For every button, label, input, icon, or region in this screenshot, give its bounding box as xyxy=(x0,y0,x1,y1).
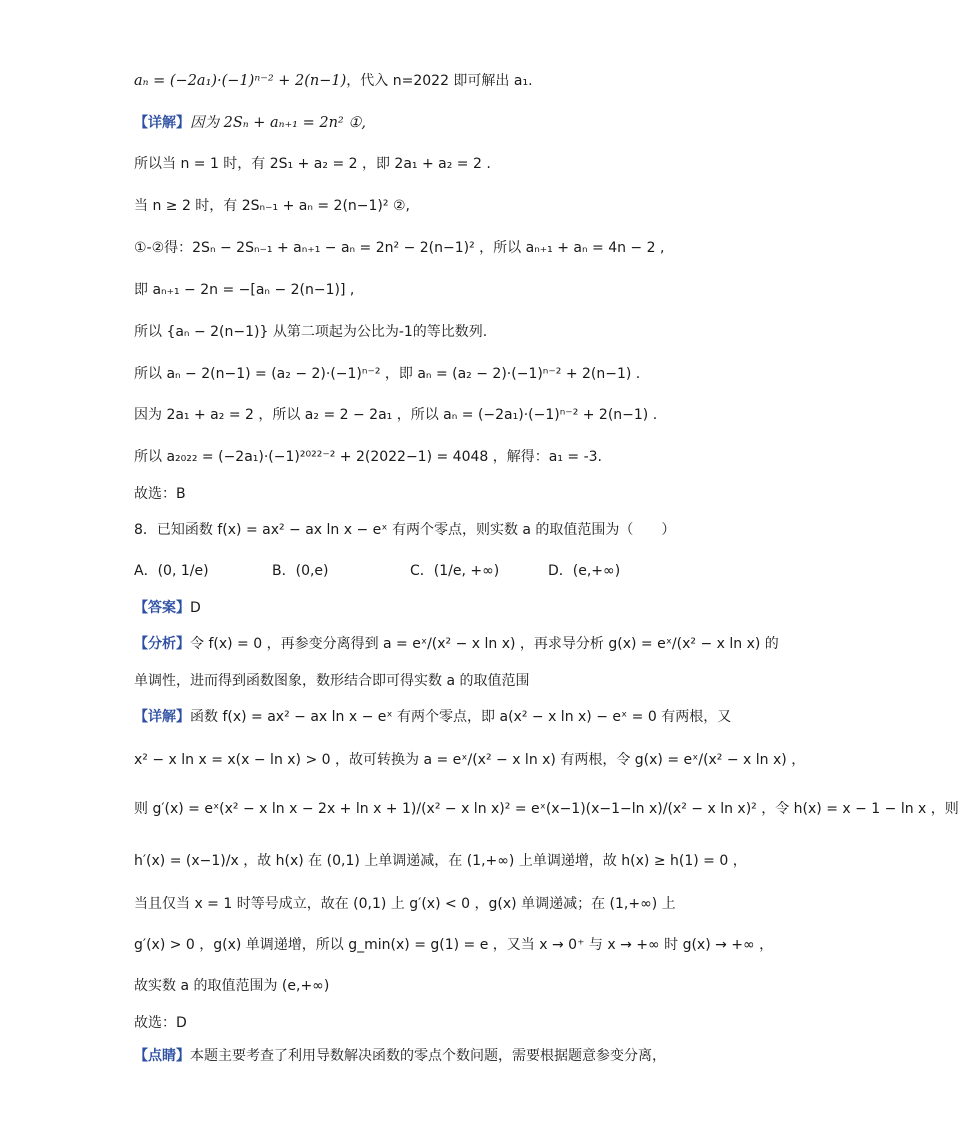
detail-line-3: 则 g′(x) = eˣ(x² − x ln x − 2x + ln x + 1)/(x² − x ln x)² = eˣ(x−1)(x−1−ln x)/(x² − x ln x)² ，令 h(x) = x − 1 − ln x ，则 xyxy=(134,801,959,817)
text-line-7: 所以 {aₙ − 2(n−1)} 从第二项起为公比为-1的等比数列. xyxy=(134,324,488,340)
text-line-9: 因为 2a₁ + a₂ = 2 ，所以 a₂ = 2 − 2a₁ ，所以 aₙ = (−2a₁)·(−1)ⁿ⁻² + 2(n−1) . xyxy=(134,407,658,423)
answer-line xyxy=(134,598,201,618)
text-line-3: 所以当 n = 1 时，有 2S₁ + a₂ = 2 ，即 2a₁ + a₂ = 2 . xyxy=(134,156,491,172)
comment-tag: 【点睛】 xyxy=(134,1048,190,1064)
detail-line-2: x² − x ln x = x(x − ln x) > 0 ，故可转换为 a = eˣ/(x² − x ln x) 有两根，令 g(x) = eˣ/(x² − x ln x) ， xyxy=(134,752,806,768)
text-line-1 xyxy=(134,71,533,91)
text-line-2 xyxy=(134,113,366,133)
answer-value: D xyxy=(190,600,201,616)
detail-text: 函数 f(x) = ax² − ax ln x − eˣ 有两个零点，即 a(x² − x ln x) − eˣ = 0 有两根，又 xyxy=(190,709,732,725)
options-row xyxy=(134,561,686,581)
text-line-5: ①-②得：2Sₙ − 2Sₙ₋₁ + aₙ₊₁ − aₙ = 2n² − 2(n−1)² ，所以 aₙ₊₁ + aₙ = 4n − 2 , xyxy=(134,240,665,256)
detail-line-1 xyxy=(134,707,731,727)
comment-line xyxy=(134,1046,666,1066)
answer-choice-8: 故选：D xyxy=(134,1015,187,1031)
formula-an: aₙ = (−2a₁)·(−1)ⁿ⁻² + 2(n−1) xyxy=(134,73,347,89)
analysis-tag: 【分析】 xyxy=(134,636,190,652)
text-substitute: ，代入 n=2022 即可解出 a₁. xyxy=(346,73,533,89)
analysis-text: 令 f(x) = 0 ，再参变分离得到 a = eˣ/(x² − x ln x) ，再求导分析 g(x) = eˣ/(x² − x ln x) 的 xyxy=(190,636,779,652)
detail-tag: 【详解】 xyxy=(134,115,190,131)
option-a: A．(0, 1/e) xyxy=(134,563,209,579)
text-line-10: 所以 a₂₀₂₂ = (−2a₁)·(−1)²⁰²²⁻² + 2(2022−1) = 4048 ，解得：a₁ = -3. xyxy=(134,449,602,465)
answer-choice-7: 故选：B xyxy=(134,486,186,502)
answer-tag: 【答案】 xyxy=(134,600,190,616)
detail-line-6: g′(x) > 0 ，g(x) 单调递增，所以 g_min(x) = g(1) = e ，又当 x → 0⁺ 与 x → +∞ 时 g(x) → +∞ ， xyxy=(134,937,774,953)
option-c: C．(1/e, +∞) xyxy=(410,563,500,579)
text-line-8: 所以 aₙ − 2(n−1) = (a₂ − 2)·(−1)ⁿ⁻² ，即 aₙ = (a₂ − 2)·(−1)ⁿ⁻² + 2(n−1) . xyxy=(134,366,641,382)
analysis-line-1 xyxy=(134,634,779,654)
analysis-line-2: 单调性，进而得到函数图象，数形结合即可得实数 a 的取值范围 xyxy=(134,673,530,689)
detail-line-5: 当且仅当 x = 1 时等号成立，故在 (0,1) 上 g′(x) < 0 ，g(x) 单调递减；在 (1,+∞) 上 xyxy=(134,896,676,912)
detail-line-7: 故实数 a 的取值范围为 (e,+∞) xyxy=(134,978,330,994)
text-line-6: 即 aₙ₊₁ − 2n = −[aₙ − 2(n−1)] , xyxy=(134,282,355,298)
text-line-4: 当 n ≥ 2 时，有 2Sₙ₋₁ + aₙ = 2(n−1)² ②, xyxy=(134,198,410,214)
detail-line-4: h′(x) = (x−1)/x ，故 h(x) 在 (0,1) 上单调递减，在 (1,+∞) 上单调递增，故 h(x) ≥ h(1) = 0 ， xyxy=(134,853,747,869)
comment-text: 本题主要考查了利用导数解决函数的零点个数问题，需要根据题意参变分离， xyxy=(190,1048,666,1064)
question-8: 8．已知函数 f(x) = ax² − ax ln x − eˣ 有两个零点，则实数 a 的取值范围为（ ） xyxy=(134,522,676,538)
detail-tag-2: 【详解】 xyxy=(134,709,190,725)
option-d: D．(e,+∞) xyxy=(548,563,621,579)
option-b: B．(0,e) xyxy=(272,563,329,579)
equation-1: 因为 2Sₙ + aₙ₊₁ = 2n² ①, xyxy=(190,115,366,131)
